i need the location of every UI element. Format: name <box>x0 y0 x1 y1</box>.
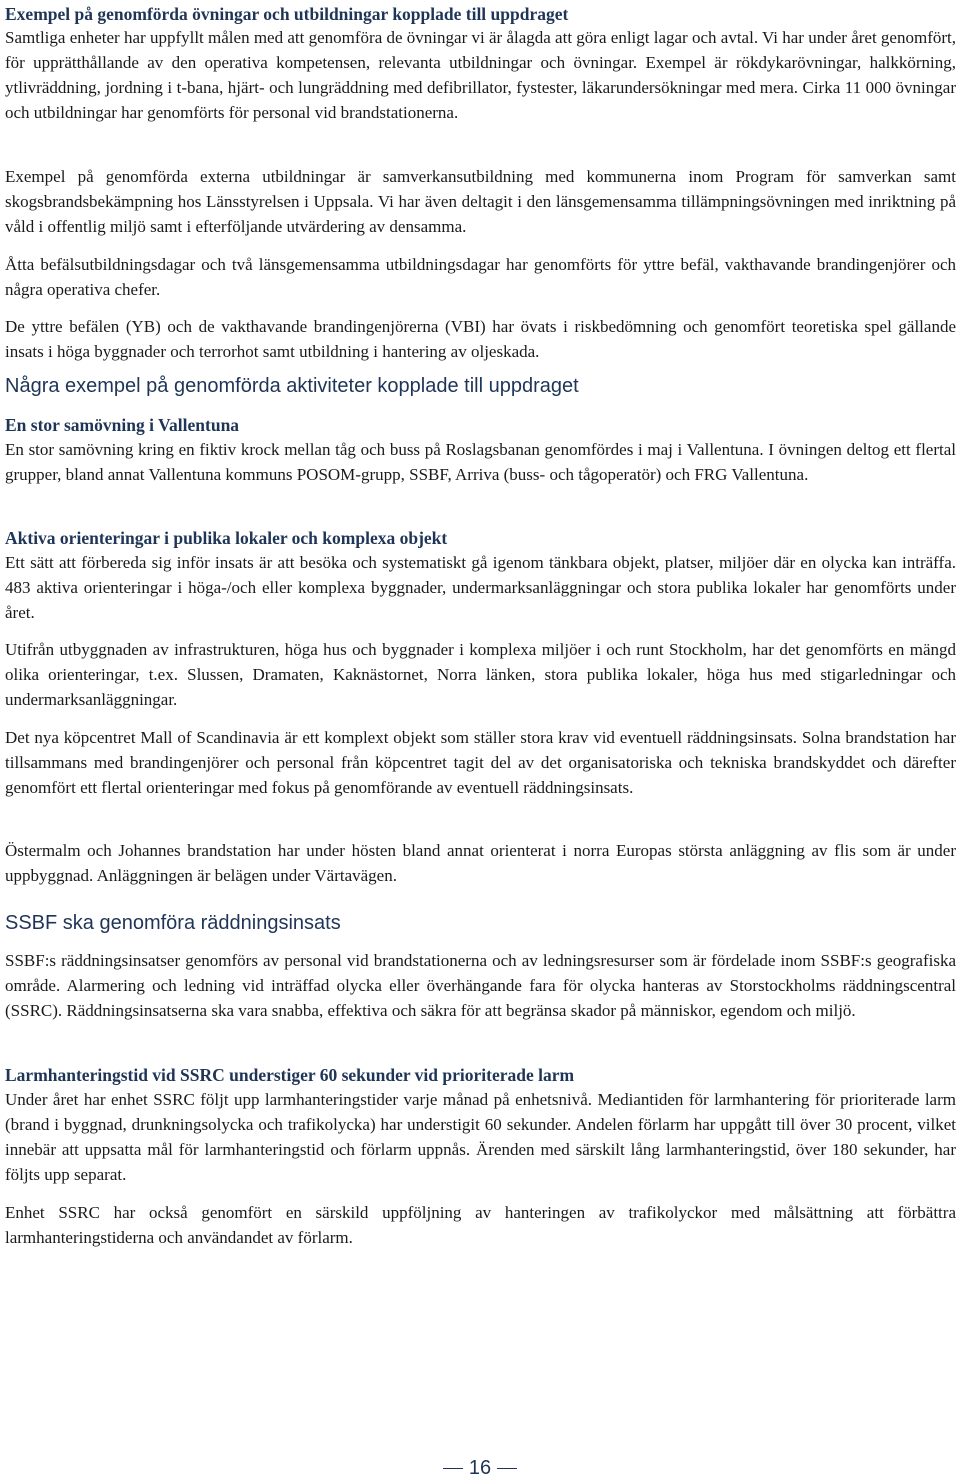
paragraph-ostermalm: Östermalm och Johannes brandstation har under hösten bland annat orienterat i norra Europas största anläggning av flis som är under uppbyggnad. Anläggningen är belägen under Värtavägen. <box>5 841 956 885</box>
paragraph-larmhanteringstid: Under året har enhet SSRC följt upp larmhanteringstider varje månad på enhetsnivå. Mediantiden för larmhantering för prioriterade larm (brand i byggnad, drunkningsolycka och trafikolycka) har understigit 60 sekunder. Andelen förlarm har uppgått till över 30 procent, vilket innebär att uppsatta mål för larmhanteringstid och förlarm uppnås. Ärenden med särskilt lång larmhanteringstid, över 180 sekunder, har följts upp separat. <box>5 1090 956 1184</box>
paragraph-trafikolyckor: Enhet SSRC har också genomfört en särskild uppföljning av hanteringen av trafikolyckor med målsättning att förbättra larmhanteringstiderna och användandet av förlarm. <box>5 1203 956 1247</box>
paragraph-vallentuna: En stor samövning kring en fiktiv krock mellan tåg och buss på Roslagsbanan genomfördes i maj i Vallentuna. I övningen deltog ett flertal grupper, bland annat Vallentuna kommuns POSOM-grupp, SSBF, Arriva (buss- och tågoperatör) och FRG Vallentuna. <box>5 440 956 484</box>
folio-dash-right <box>497 1468 517 1469</box>
paragraph-mall-of-scandinavia: Det nya köpcentret Mall of Scandinavia är ett komplext objekt som ställer stora krav vid eventuell räddningsinsats. Solna brandstation har tillsammans med brandingenjörer och personal från köpcentret tagit del av det organisatoriska och tekniska brandskyddet och därefter genomfört ett flertal orienteringar med fokus på genomförande av eventuell räddningsinsats. <box>5 728 956 797</box>
paragraph-orienteringar-1: Ett sätt att förbereda sig inför insats är att besöka och systematiskt gå igenom tänkbara objekt, platser, miljöer där en olycka kan inträffa. 483 aktiva orienteringar i höga-/och eller komplexa byggnader, undermarksanläggningar och stora publika lokaler har genomförts under året. <box>5 553 956 622</box>
section-heading-activities: Några exempel på genomförda aktiviteter kopplade till uppdraget <box>5 375 579 397</box>
paragraph-insats: SSBF:s räddningsinsatser genomförs av personal vid brandstationerna och av ledningsresurser som är fördelade inom SSBF:s geografiska område. Alarmering och ledning vid inträffad olycka eller överhängande fara för olycka hanteras av Storstockholms räddningscentral (SSRC). Räddningsinsatserna ska vara snabba, effektiva och säkra för att begränsa skador på människor, egendom och miljö. <box>5 951 956 1020</box>
section-heading-insats: SSBF ska genomföra räddningsinsats <box>5 912 341 934</box>
paragraph-exercises-4: De yttre befälen (YB) och de vakthavande brandingenjörerna (VBI) har övats i riskbedömning och genomfört teoretiska spel gällande insats i höga byggnader och terrorhot samt utbildning i hantering av oljeskada. <box>5 317 956 361</box>
paragraph-exercises-3: Åtta befälsutbildningsdagar och två länsgemensamma utbildningsdagar har genomförts för yttre befäl, vakthavande brandingenjörer och några operativa chefer. <box>5 255 956 299</box>
page-footer <box>0 1455 960 1481</box>
paragraph-exercises-1: Samtliga enheter har uppfyllt målen med att genomföra de övningar vi är ålagda att göra enligt lagar och avtal. Vi har under året genomfört, för upprätthållande av den operativa kompetensen, relevanta utbildningar och övningar. Exempel är rökdykarövningar, halkkörning, ytlivräddning, jordning i t-bana, hjärt- och lungräddning med defibrillator, fystester, läkarundersökningar med mera. Cirka 11 000 övningar och utbildningar har genomförts för personal vid brandstationerna. <box>5 28 956 122</box>
paragraph-orienteringar-2: Utifrån utbyggnaden av infrastrukturen, höga hus och byggnader i komplexa miljöer i och runt Stockholm, har det genomförts en mängd olika orienteringar, t.ex. Slussen, Dramaten, Kaknästornet, Norra länken, stora publika lokaler, höga hus med stigarledningar och undermarksanläggningar. <box>5 640 956 709</box>
paragraph-exercises-2: Exempel på genomförda externa utbildningar är samverkansutbildning med kommunerna inom Program för samverkan samt skogsbrandsbekämpning hos Länsstyrelsen i Uppsala. Vi har även deltagit i den länsgemensamma tillämpningsövningen med inriktning på våld i offentlig miljö samt i efterföljande utvärdering av densamma. <box>5 167 956 236</box>
subheading-orienteringar: Aktiva orienteringar i publika lokaler och komplexa objekt <box>5 528 448 548</box>
folio-dash-left <box>443 1468 463 1469</box>
page-number: 16 <box>468 1457 492 1479</box>
section-heading-exercises: Exempel på genomförda övningar och utbildningar kopplade till uppdraget <box>5 4 569 24</box>
subheading-larmhanteringstid: Larmhanteringstid vid SSRC understiger 60 sekunder vid prioriterade larm <box>5 1065 575 1085</box>
subheading-vallentuna: En stor samövning i Vallentuna <box>5 415 240 435</box>
